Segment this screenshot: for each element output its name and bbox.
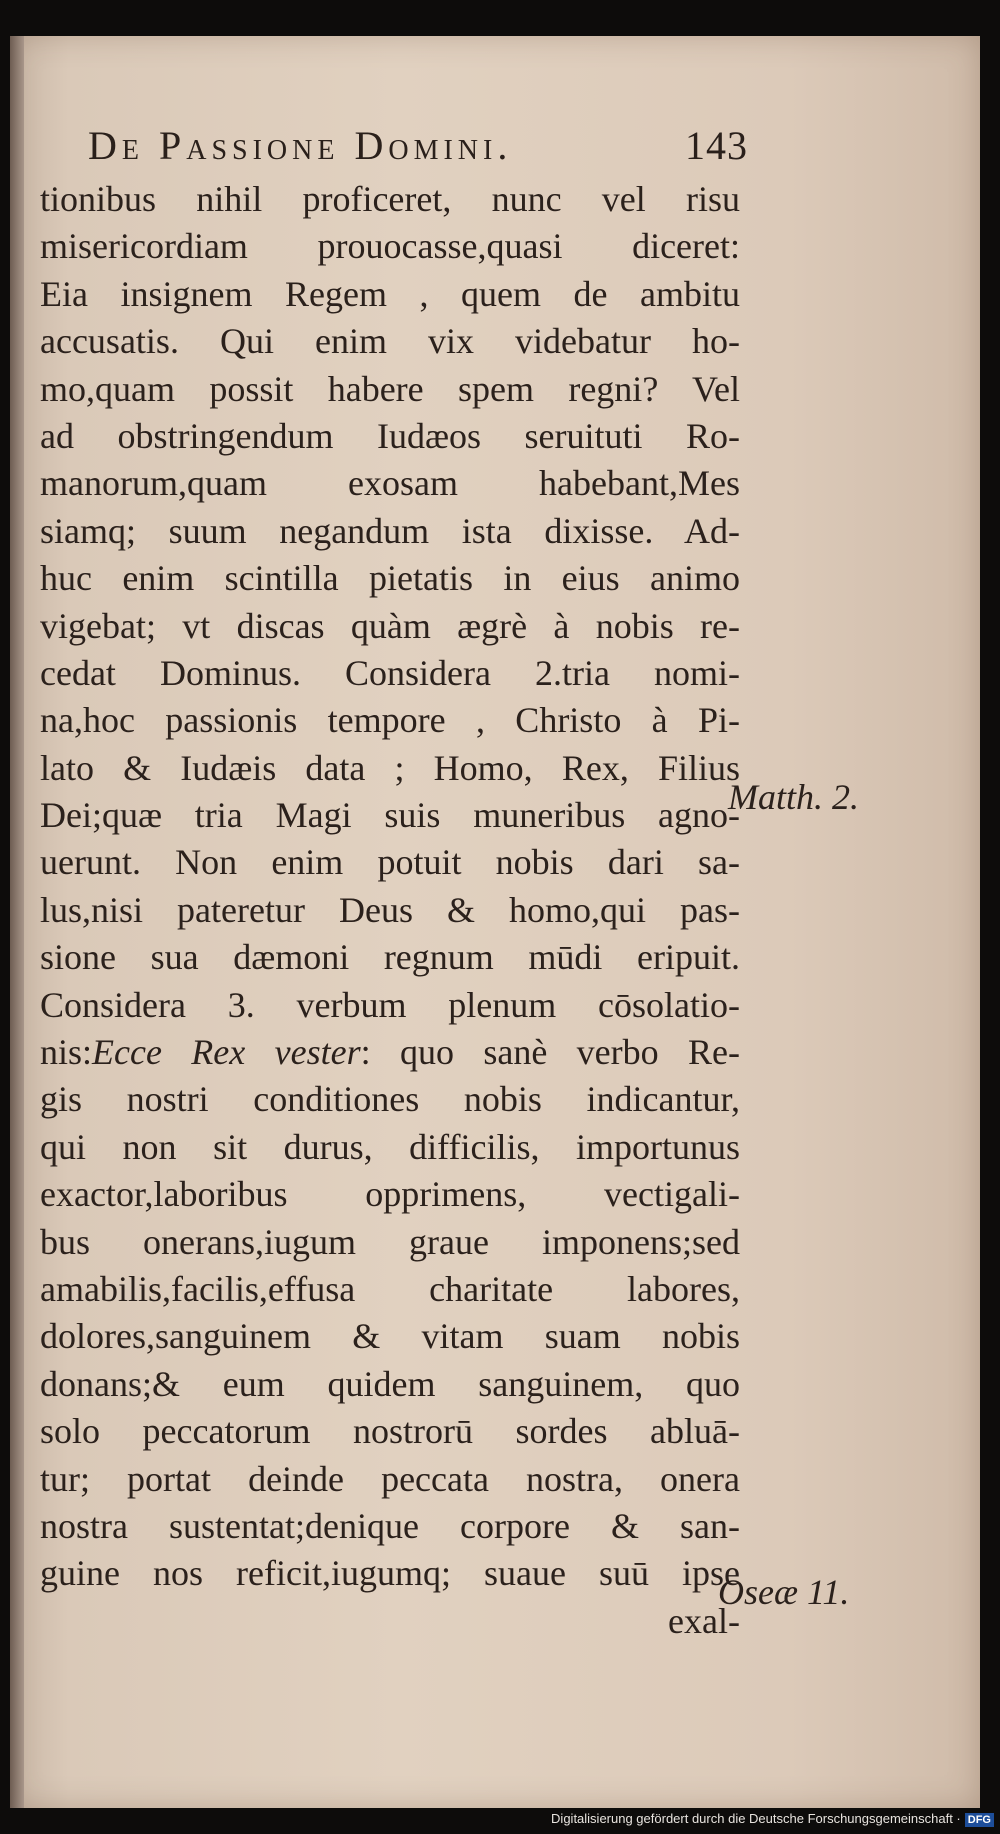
text-line: ad obstringendum Iudæos seruituti Ro-	[40, 415, 740, 456]
text-line: donans;& eum quidem sanguinem, quo	[40, 1363, 740, 1404]
text-line: lato & Iudæis data ; Homo, Rex, Filius	[40, 747, 740, 788]
italic-quote: Ecce Rex vester	[92, 1032, 361, 1073]
text-line: Eia insignem Regem , quem de ambitu	[40, 273, 740, 314]
text-line: bus onerans,iugum graue imponens;sed	[40, 1221, 740, 1262]
body-text	[40, 176, 740, 1645]
text-line: dolores,sanguinem & vitam suam nobis	[40, 1316, 740, 1357]
text-line: manorum,quam exosam habebant,Mes	[40, 463, 740, 504]
text-line: huc enim scintilla pietatis in eius animo	[40, 558, 740, 599]
text-line: siamq; suum negandum ista dixisse. Ad-	[40, 510, 740, 551]
text-line: sione sua dæmoni regnum mūdi eripuit.	[40, 937, 740, 978]
text-line: tur; portat deinde peccata nostra, onera	[40, 1458, 740, 1499]
dfg-logo: DFG	[965, 1813, 994, 1827]
catchword: exal-	[668, 1600, 740, 1641]
text-line: Dei;quæ tria Magi suis muneribus agno-	[40, 795, 740, 836]
text-line: Considera 3. verbum plenum cōsolatio-	[40, 984, 740, 1025]
text-line: accusatis. Qui enim vix videbatur ho-	[40, 321, 740, 362]
book-page	[10, 36, 980, 1808]
running-head	[88, 122, 748, 172]
text-line: tionibus nihil proficeret, nunc vel risu	[40, 179, 740, 219]
text-line: cedat Dominus. Considera 2.tria nomi-	[40, 652, 740, 693]
marginal-note-matthew: Matth. 2.	[728, 777, 859, 817]
text-line: solo peccatorum nostrorū sordes abluā-	[40, 1411, 740, 1452]
page-gutter-shadow	[10, 36, 24, 1808]
text-line: exactor,laboribus opprimens, vectigali-	[40, 1174, 740, 1215]
footer-text: Digitalisierung gefördert durch die Deutsche Forschungsgemeinschaft ·	[551, 1811, 961, 1826]
page-number: 143	[685, 123, 748, 168]
text-line: guine nos reficit,iugumq; suaue suū ipse	[40, 1553, 740, 1594]
text-line: mo,quam possit habere spem regni? Vel	[40, 368, 740, 409]
running-head-title: De Passione Domini.	[88, 123, 513, 168]
text-line: nostra sustentat;denique corpore & san-	[40, 1505, 740, 1546]
text-line: na,hoc passionis tempore , Christo à Pi-	[40, 700, 740, 741]
text-line: vigebat; vt discas quàm ægrè à nobis re-	[40, 605, 740, 646]
text-line: gis nostri conditiones nobis indicantur,	[40, 1079, 740, 1120]
text-line: amabilis,facilis,effusa charitate labores,	[40, 1268, 740, 1309]
marginal-note-hosea: Oseæ 11.	[718, 1572, 850, 1612]
text-line: uerunt. Non enim potuit nobis dari sa-	[40, 842, 740, 883]
text-line: misericordiam prouocasse,quasi diceret:	[40, 226, 740, 267]
text-line: lus,nisi pateretur Deus & homo,qui pas-	[40, 889, 740, 930]
text-line: qui non sit durus, difficilis, importunus	[40, 1126, 740, 1167]
text-line: nis:Ecce Rex vester: quo sanè verbo Re-	[40, 1032, 740, 1073]
digitization-footer	[0, 1808, 994, 1830]
